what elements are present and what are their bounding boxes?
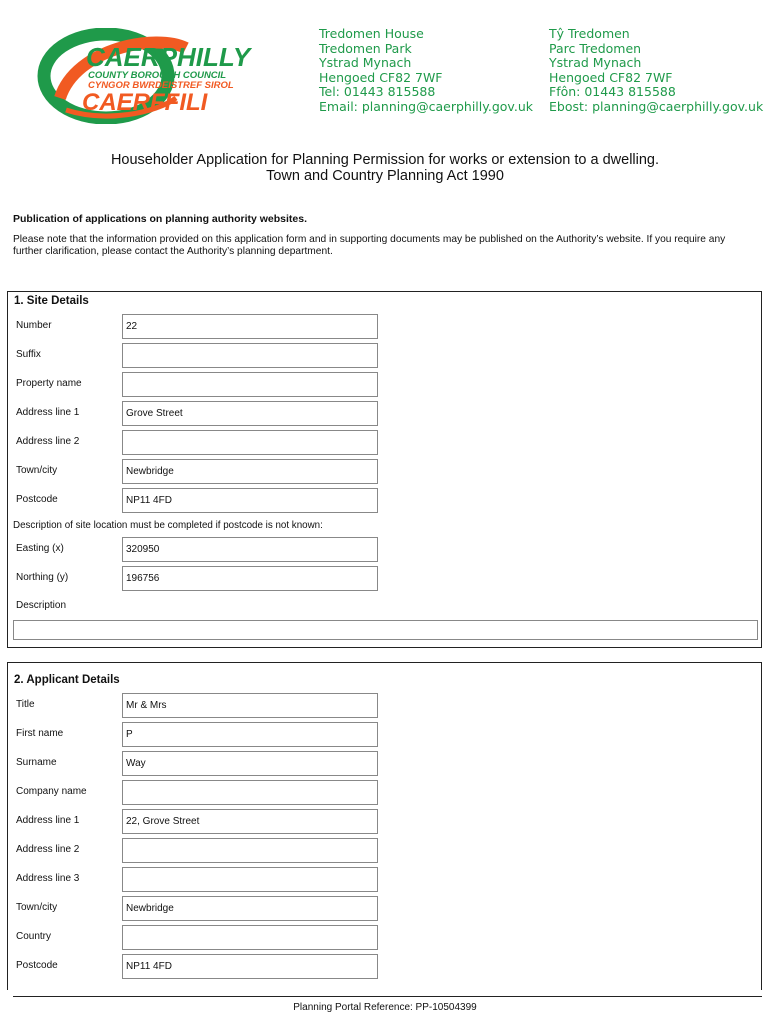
property-name-field[interactable]	[122, 372, 378, 397]
form-row	[8, 314, 761, 339]
field-label: Postcode	[16, 960, 58, 971]
form-row	[8, 809, 761, 834]
applicant-postcode-field[interactable]: NP11 4FD	[122, 954, 378, 979]
form-row	[8, 896, 761, 921]
easting-field[interactable]: 320950	[122, 537, 378, 562]
field-label: Postcode	[16, 494, 58, 505]
applicant-address-line-3-field[interactable]	[122, 867, 378, 892]
logo-name-en: CAERPHILLY	[86, 42, 251, 72]
form-subtitle: Town and Country Planning Act 1990	[266, 168, 504, 184]
address-line-1-field[interactable]: Grove Street	[122, 401, 378, 426]
location-note: Description of site location must be completed if postcode is not known:	[13, 520, 323, 531]
field-label: Country	[16, 931, 52, 942]
address-email[interactable]: Ebost: planning@caerphilly.gov.uk	[549, 98, 764, 114]
field-label: Title	[16, 699, 35, 710]
form-row	[8, 838, 761, 863]
applicant-town-city-field[interactable]: Newbridge	[122, 896, 378, 921]
address-phone: Ffôn: 01443 815588	[549, 84, 676, 100]
footer-reference: Planning Portal Reference: PP-10504399	[293, 1002, 477, 1013]
address-english	[319, 27, 533, 115]
address-line: Hengoed CF82 7WF	[319, 69, 443, 85]
form-row	[8, 693, 761, 718]
address-email[interactable]: Email: planning@caerphilly.gov.uk	[319, 98, 533, 114]
address-line: Ystrad Mynach	[319, 55, 412, 71]
publication-note: Please note that the information provided on this application form and in supporting documents may be published on the Authority’s website. If you require any further clarification, please contact the Authority’s planning department.	[13, 234, 726, 257]
address-line: Hengoed CF82 7WF	[549, 69, 673, 85]
country-field[interactable]	[122, 925, 378, 950]
address-welsh	[549, 27, 763, 115]
logo-name-cy: CAERFFILI	[82, 89, 208, 116]
form-title	[0, 152, 770, 184]
site-details-section	[7, 291, 762, 648]
address-line-2-field[interactable]	[122, 430, 378, 455]
section-heading: 2. Applicant Details	[14, 674, 120, 686]
field-label: Surname	[16, 757, 57, 768]
form-row	[8, 372, 761, 397]
applicant-address-line-2-field[interactable]	[122, 838, 378, 863]
field-label: Northing (y)	[16, 572, 69, 583]
applicant-details-section	[7, 662, 762, 990]
council-logo	[36, 28, 276, 124]
applicant-address-line-1-field[interactable]: 22, Grove Street	[122, 809, 378, 834]
logo-council-en: COUNTY BOROUGH COUNCIL	[88, 70, 227, 81]
footer-divider	[13, 996, 762, 997]
suffix-field[interactable]	[122, 343, 378, 368]
form-row	[8, 343, 761, 368]
address-line: Tredomen House	[319, 26, 424, 41]
field-label: Company name	[16, 786, 87, 797]
form-title-line: Householder Application for Planning Permission for works or extension to a dwelling.	[110, 152, 660, 168]
number-field[interactable]: 22	[122, 314, 378, 339]
field-label: Suffix	[16, 349, 41, 360]
description-field[interactable]	[13, 620, 758, 640]
form-row	[8, 954, 761, 979]
field-label: Address line 2	[16, 844, 80, 855]
field-label: First name	[16, 728, 64, 739]
address-line: Tŷ Tredomen	[549, 26, 630, 41]
northing-field[interactable]: 196756	[122, 566, 378, 591]
form-row	[8, 780, 761, 805]
form-row	[8, 751, 761, 776]
form-row	[8, 459, 761, 484]
field-label: Town/city	[16, 902, 58, 913]
field-label: Property name	[16, 378, 82, 389]
field-label: Number	[16, 320, 52, 331]
form-row	[8, 925, 761, 950]
logo-council-cy: CYNGOR BWRDEISTREF SIROL	[88, 80, 234, 91]
form-row	[8, 488, 761, 513]
field-label: Town/city	[16, 465, 58, 476]
field-label: Address line 2	[16, 436, 80, 447]
town-city-field[interactable]: Newbridge	[122, 459, 378, 484]
address-phone: Tel: 01443 815588	[319, 84, 436, 100]
title-field[interactable]: Mr & Mrs	[122, 693, 378, 718]
form-row	[8, 722, 761, 747]
field-label: Address line 1	[16, 815, 80, 826]
address-line: Tredomen Park	[319, 40, 412, 56]
description-label: Description	[16, 600, 67, 611]
surname-field[interactable]: Way	[122, 751, 378, 776]
first-name-field[interactable]: P	[122, 722, 378, 747]
field-label: Address line 1	[16, 407, 80, 418]
address-line: Parc Tredomen	[549, 40, 642, 56]
field-label: Address line 3	[16, 873, 80, 884]
form-row	[8, 430, 761, 455]
section-heading: 1. Site Details	[14, 295, 89, 307]
form-row	[8, 566, 761, 591]
field-label: Easting (x)	[16, 543, 64, 554]
form-row	[8, 537, 761, 562]
form-row	[8, 401, 761, 426]
address-line: Ystrad Mynach	[549, 55, 642, 71]
company-name-field[interactable]	[122, 780, 378, 805]
publication-heading: Publication of applications on planning authority websites.	[13, 213, 308, 225]
postcode-field[interactable]: NP11 4FD	[122, 488, 378, 513]
form-row	[8, 867, 761, 892]
